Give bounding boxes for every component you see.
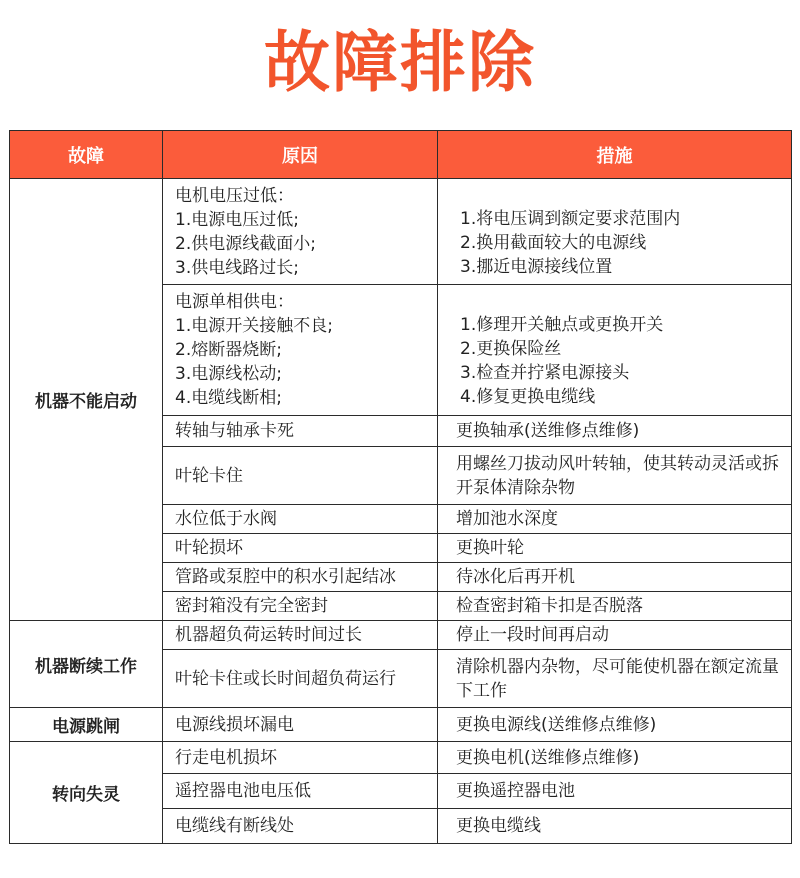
fault-cell: 转向失灵 xyxy=(10,742,163,844)
cause-cell: 转轴与轴承卡死 xyxy=(163,416,438,447)
cause-cell: 密封箱没有完全密封 xyxy=(163,592,438,621)
cause-cell: 叶轮损坏 xyxy=(163,534,438,563)
cause-cell: 叶轮卡住或长时间超负荷运行 xyxy=(163,650,438,708)
header-fix: 措施 xyxy=(438,131,792,179)
fault-cell: 机器断续工作 xyxy=(10,621,163,708)
fault-cell: 电源跳闸 xyxy=(10,708,163,742)
cause-cell: 叶轮卡住 xyxy=(163,447,438,505)
fix-cell: 待冰化后再开机 xyxy=(438,563,792,592)
fix-cell: 1.将电压调到额定要求范围内 2.换用截面较大的电源线 3.挪近电源接线位置 xyxy=(438,179,792,285)
table-row xyxy=(10,742,792,774)
fix-cell: 更换叶轮 xyxy=(438,534,792,563)
fix-cell: 清除机器内杂物，尽可能使机器在额定流量下工作 xyxy=(438,650,792,708)
cause-cell: 管路或泵腔中的积水引起结冰 xyxy=(163,563,438,592)
cause-cell: 机器超负荷运转时间过长 xyxy=(163,621,438,650)
cause-cell: 水位低于水阀 xyxy=(163,505,438,534)
table-header-row xyxy=(10,131,792,179)
fault-cell: 机器不能启动 xyxy=(10,179,163,621)
fix-cell: 更换遥控器电池 xyxy=(438,774,792,809)
cause-cell: 遥控器电池电压低 xyxy=(163,774,438,809)
fix-cell: 更换轴承(送维修点维修) xyxy=(438,416,792,447)
fix-cell: 更换电缆线 xyxy=(438,809,792,844)
fix-cell: 停止一段时间再启动 xyxy=(438,621,792,650)
cause-cell: 电缆线有断线处 xyxy=(163,809,438,844)
cause-cell: 电源单相供电： 1.电源开关接触不良; 2.熔断器烧断; 3.电源线松动; 4.电缆线断相; xyxy=(163,285,438,416)
table-row xyxy=(10,621,792,650)
fix-cell: 检查密封箱卡扣是否脱落 xyxy=(438,592,792,621)
table-row xyxy=(10,179,792,285)
fix-cell: 增加池水深度 xyxy=(438,505,792,534)
troubleshooting-table xyxy=(9,130,792,844)
fix-cell: 更换电机(送维修点维修) xyxy=(438,742,792,774)
fix-cell: 更换电源线(送维修点维修) xyxy=(438,708,792,742)
cause-cell: 电机电压过低： 1.电源电压过低; 2.供电源线截面小; 3.供电线路过长; xyxy=(163,179,438,285)
cause-cell: 电源线损坏漏电 xyxy=(163,708,438,742)
fix-cell: 1.修理开关触点或更换开关 2.更换保险丝 3.检查并拧紧电源接头 4.修复更换电缆线 xyxy=(438,285,792,416)
fix-cell: 用螺丝刀拔动风叶转轴，使其转动灵活或拆开泵体清除杂物 xyxy=(438,447,792,505)
header-fault: 故障 xyxy=(10,131,163,179)
cause-cell: 行走电机损坏 xyxy=(163,742,438,774)
table-row xyxy=(10,708,792,742)
page-title: 故障排除 xyxy=(264,24,536,101)
header-cause: 原因 xyxy=(163,131,438,179)
